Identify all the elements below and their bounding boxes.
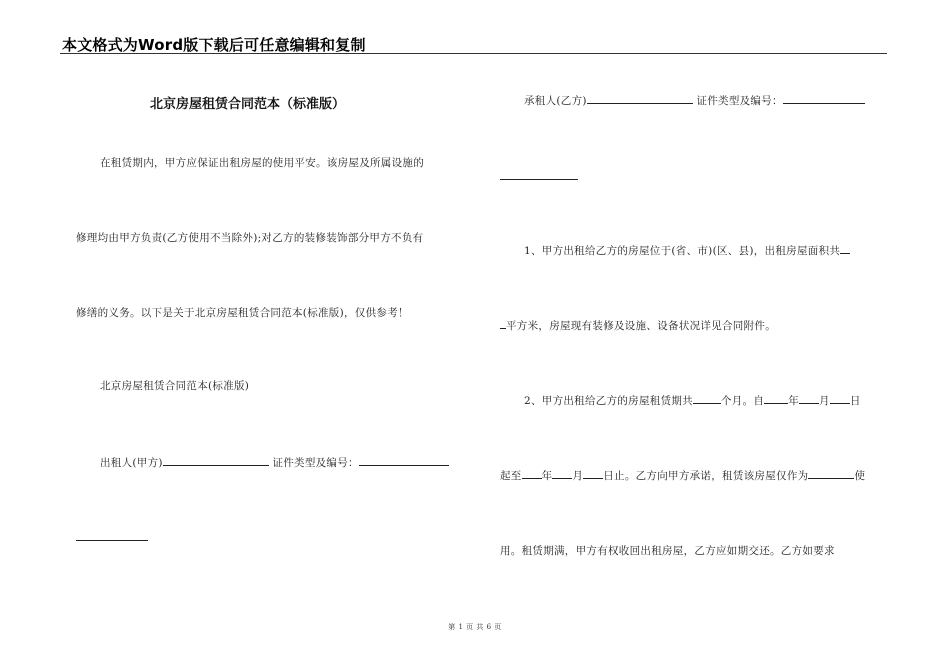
- page-number-footer: 第 1 页 共 6 页: [448, 623, 502, 631]
- end-day-blank: [583, 468, 603, 479]
- document-title: 北京房屋租赁合同范本（标准版）: [150, 97, 346, 112]
- start-day-blank: [830, 393, 850, 404]
- clause-2-text-b2: 年: [541, 470, 553, 482]
- clause-2-line-1: [500, 393, 861, 408]
- lessee-id-label: 证件类型及编号：: [696, 95, 783, 107]
- paragraph-1: 在租赁期内，甲方应保证出租房屋的使用平安。该房屋及所属设施的: [100, 157, 424, 169]
- lessor-label: 出租人(甲方): [100, 457, 163, 469]
- clause-2-text-a5: 日: [849, 395, 861, 407]
- end-year-blank: [522, 468, 542, 479]
- clause-1-line-1: [500, 243, 850, 258]
- lessee-name-blank: [587, 93, 693, 104]
- lessor-id-label: 证件类型及编号：: [272, 457, 359, 469]
- subtitle-line: 北京房屋租赁合同范本(标准版): [100, 380, 250, 392]
- clause-2-text-b1: 起至: [500, 470, 522, 482]
- clause-1-text-b: 平方米，房屋现有装修及设施、设备状况详见合同附件。: [506, 320, 776, 332]
- clause-2-text-a2: 个月。自: [720, 395, 765, 407]
- lessor-id-blank: [359, 455, 449, 466]
- lessor-line: [76, 455, 449, 470]
- months-blank: [693, 393, 721, 404]
- usage-blank: [808, 468, 854, 479]
- clause-1-text-a: 1、甲方出租给乙方的房屋位于(省、市)(区、县)，出租房屋面积共: [524, 245, 841, 257]
- lessee-id-blank: [783, 93, 865, 104]
- paragraph-3: 修缮的义务。以下是关于北京房屋租赁合同范本(标准版)，仅供参考！: [76, 307, 409, 319]
- clause-2-text-a4: 月: [819, 395, 830, 407]
- start-year-blank: [764, 393, 788, 404]
- lessee-line: [500, 93, 865, 108]
- lessee-label: 承租人(乙方): [524, 95, 587, 107]
- clause-1-line-2: [500, 318, 776, 333]
- clause-2-text-a1: 2、甲方出租给乙方的房屋租赁期共: [524, 395, 693, 407]
- clause-2-line-3: 用。租赁期满，甲方有权收回出租房屋，乙方应如期交还。乙方如要求: [500, 545, 835, 557]
- lessor-name-blank: [163, 455, 269, 466]
- header-divider: [60, 53, 887, 54]
- clause-2-text-a3: 年: [788, 395, 799, 407]
- clause-2-text-b5: 使: [854, 470, 866, 482]
- clause-2-line-2: [500, 468, 865, 483]
- lessor-id-blank-continued: [76, 540, 148, 541]
- lessee-id-blank-continued: [500, 179, 578, 180]
- clause-2-text-b3: 月: [572, 470, 584, 482]
- start-month-blank: [799, 393, 819, 404]
- clause-2-text-b4: 日止。乙方向甲方承诺，租赁该房屋仅作为: [603, 470, 809, 482]
- paragraph-2: 修理均由甲方负责(乙方使用不当除外);对乙方的装修装饰部分甲方不负有: [76, 232, 424, 244]
- end-month-blank: [552, 468, 572, 479]
- download-notice-header: 本文格式为Word版下载后可任意编辑和复制: [62, 36, 366, 54]
- area-blank: [840, 243, 850, 254]
